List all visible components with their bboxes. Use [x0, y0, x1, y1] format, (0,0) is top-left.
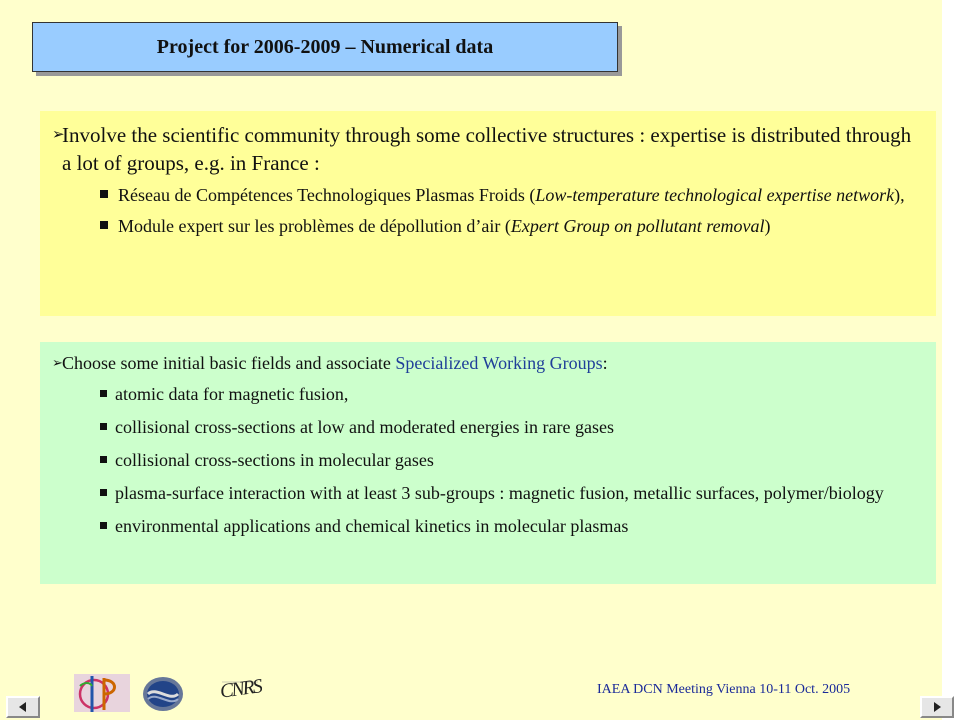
- field-item: [52, 515, 924, 537]
- field-item: [52, 416, 924, 438]
- field-item-text: plasma-surface interaction with at least 3 sub-groups : magnetic fusion, metallic surfaces, polymer/biology: [115, 483, 884, 503]
- square-bullet-icon: [100, 423, 107, 430]
- triangle-right-icon: [931, 701, 943, 713]
- field-item: [52, 449, 924, 471]
- square-bullet-icon: [100, 456, 107, 463]
- field-item-text: collisional cross-sections in molecular gases: [115, 450, 434, 470]
- item2-end-text: ): [764, 216, 771, 236]
- square-bullet-icon: [100, 522, 107, 529]
- previous-slide-button[interactable]: [6, 696, 40, 718]
- arrow-bullet-icon: ➢: [52, 127, 65, 143]
- field-item: [52, 482, 924, 504]
- field-item-text: environmental applications and chemical kinetics in molecular plasmas: [115, 516, 629, 536]
- cnrs-logo-icon: [218, 676, 262, 710]
- item1-end-text: ),: [894, 185, 905, 205]
- fields-intro-colon: :: [602, 353, 608, 373]
- fields-intro-text: Choose some initial basic fields and associate: [62, 353, 396, 373]
- field-item: [52, 383, 924, 405]
- next-slide-button[interactable]: [920, 696, 954, 718]
- community-section: [40, 111, 936, 316]
- square-bullet-icon: [100, 390, 107, 397]
- slide-title: [32, 22, 618, 72]
- item1-french-text: Réseau de Compétences Technologiques Plasmas Froids (: [118, 185, 536, 205]
- community-intro: [52, 121, 924, 177]
- slide-title-text: Project for 2006-2009 – Numerical data: [156, 35, 494, 58]
- community-item-2: [52, 214, 924, 238]
- field-item-text: atomic data for magnetic fusion,: [115, 384, 349, 404]
- triangle-left-icon: [17, 701, 29, 713]
- fields-section: [40, 342, 936, 584]
- square-bullet-icon: [100, 221, 108, 229]
- item2-french-text: Module expert sur les problèmes de dépollution d’air (: [118, 216, 511, 236]
- lpgp-logo-icon: [70, 668, 134, 716]
- fields-intro: [52, 352, 924, 374]
- community-item-1: [52, 183, 924, 207]
- arrow-bullet-icon: ➢: [52, 355, 63, 370]
- cnrs-logo-text: CNRS: [218, 675, 263, 703]
- community-intro-text: Involve the scientific community through some collective structures : expertise is distributed through a lot of groups, e.g. in France :: [62, 123, 912, 175]
- square-bullet-icon: [100, 190, 108, 198]
- item1-english-text: Low-temperature technological expertise network: [535, 185, 895, 205]
- item2-english-text: Expert Group on pollutant removal: [510, 216, 765, 236]
- footer-text: IAEA DCN Meeting Vienna 10-11 Oct. 2005: [597, 682, 851, 697]
- emblem-logo-icon: [140, 674, 186, 714]
- square-bullet-icon: [100, 489, 107, 496]
- specialized-working-groups-text: Specialized Working Groups: [395, 353, 603, 373]
- field-item-text: collisional cross-sections at low and moderated energies in rare gases: [115, 417, 615, 437]
